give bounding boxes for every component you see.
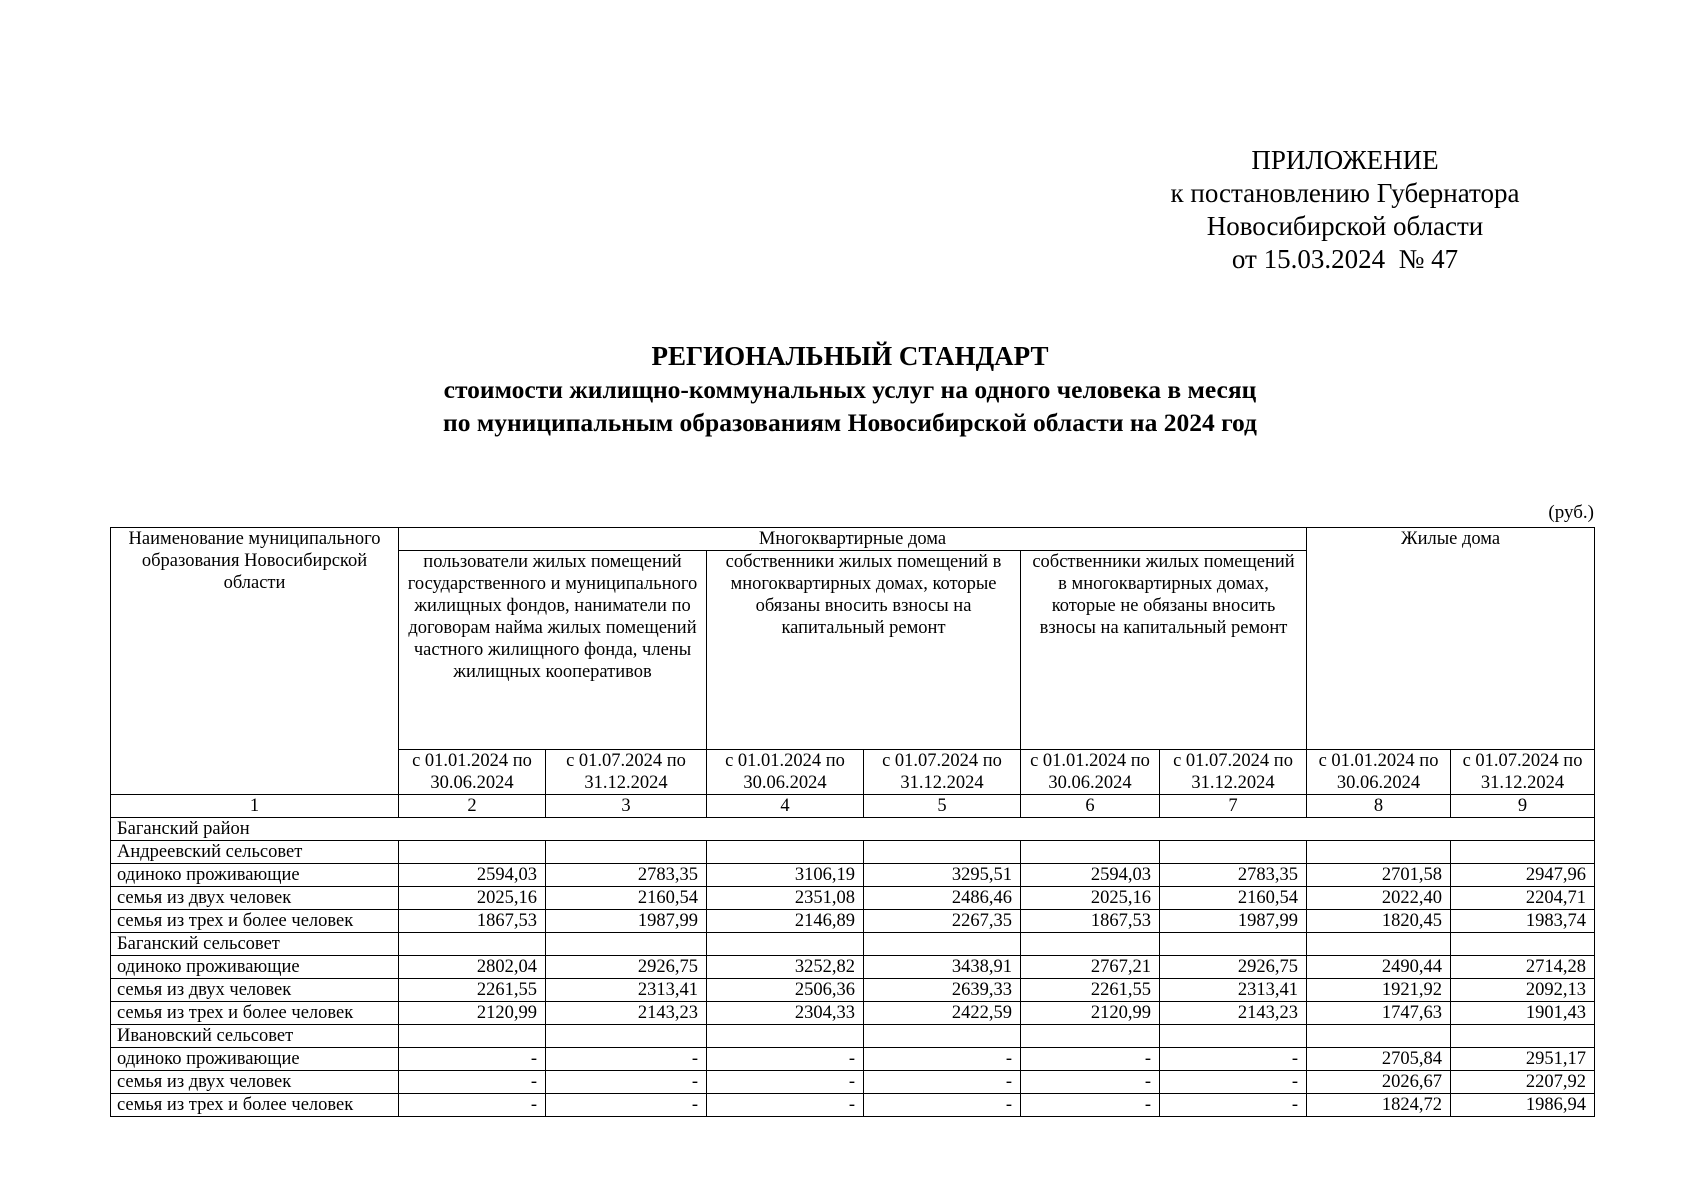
value-cell: 3106,19 — [707, 864, 864, 887]
value-cell: 2304,33 — [707, 1002, 864, 1025]
value-cell: 2120,99 — [399, 1002, 546, 1025]
council-row — [111, 933, 1595, 956]
value-cell: - — [546, 1071, 707, 1094]
value-cell — [864, 1025, 1021, 1048]
value-cell: 2951,17 — [1451, 1048, 1595, 1071]
value-cell: 2639,33 — [864, 979, 1021, 1002]
value-cell — [707, 1025, 864, 1048]
value-cell: 1820,45 — [1307, 910, 1451, 933]
value-cell: - — [707, 1094, 864, 1117]
header-period: с 01.07.2024 по 31.12.2024 — [546, 750, 707, 795]
document-title — [300, 340, 1400, 439]
header-name: Наименование муниципального образования Новосибирской области — [111, 528, 399, 795]
row-label: семья из двух человек — [111, 887, 399, 910]
value-cell: 2594,03 — [1021, 864, 1160, 887]
value-cell: 2701,58 — [1307, 864, 1451, 887]
value-cell: 3295,51 — [864, 864, 1021, 887]
appendix-decree: к постановлению Губернатора — [1170, 178, 1520, 208]
row-label: одиноко проживающие — [111, 956, 399, 979]
header-state-users: пользователи жилых помещений государственного и муниципального жилищных фондов, наниматели по договорам найма жилых помещений частного жилищного фонда, члены жилищных кооперативов — [399, 551, 707, 750]
value-cell: - — [546, 1048, 707, 1071]
council-name: Андреевский сельсовет — [111, 841, 399, 864]
value-cell — [546, 841, 707, 864]
column-number: 1 — [111, 795, 399, 818]
district-row — [111, 818, 1595, 841]
header-period: с 01.01.2024 по 30.06.2024 — [1307, 750, 1451, 795]
value-cell: 2947,96 — [1451, 864, 1595, 887]
value-cell: 2207,92 — [1451, 1071, 1595, 1094]
council-row — [111, 841, 1595, 864]
header-period: с 01.07.2024 по 31.12.2024 — [864, 750, 1021, 795]
value-cell: 2351,08 — [707, 887, 864, 910]
value-cell — [399, 933, 546, 956]
value-cell — [1021, 1025, 1160, 1048]
value-cell — [864, 933, 1021, 956]
table-row — [111, 864, 1595, 887]
value-cell: 2422,59 — [864, 1002, 1021, 1025]
value-cell — [1160, 933, 1307, 956]
header-period: с 01.07.2024 по 31.12.2024 — [1160, 750, 1307, 795]
title-line-2: стоимости жилищно-коммунальных услуг на одного человека в месяц — [443, 375, 1257, 404]
council-row — [111, 1025, 1595, 1048]
value-cell: - — [864, 1071, 1021, 1094]
value-cell: 1824,72 — [1307, 1094, 1451, 1117]
value-cell — [1451, 933, 1595, 956]
value-cell: 2261,55 — [399, 979, 546, 1002]
value-cell: 2092,13 — [1451, 979, 1595, 1002]
value-cell: - — [1160, 1048, 1307, 1071]
value-cell: 2506,36 — [707, 979, 864, 1002]
value-cell — [1160, 841, 1307, 864]
row-label: семья из двух человек — [111, 1071, 399, 1094]
value-cell — [1451, 1025, 1595, 1048]
table-row — [111, 956, 1595, 979]
value-cell: - — [864, 1094, 1021, 1117]
value-cell: 2714,28 — [1451, 956, 1595, 979]
appendix-label: ПРИЛОЖЕНИЕ — [1251, 145, 1439, 175]
value-cell: - — [1021, 1094, 1160, 1117]
value-cell — [1160, 1025, 1307, 1048]
header-period: с 01.07.2024 по 31.12.2024 — [1451, 750, 1595, 795]
unit-label: (руб.) — [1548, 502, 1594, 523]
value-cell: 2313,41 — [1160, 979, 1307, 1002]
value-cell — [864, 841, 1021, 864]
table-row — [111, 979, 1595, 1002]
value-cell: 1986,94 — [1451, 1094, 1595, 1117]
column-number: 9 — [1451, 795, 1595, 818]
value-cell: - — [707, 1071, 864, 1094]
row-label: одиноко проживающие — [111, 1048, 399, 1071]
value-cell: - — [1160, 1071, 1307, 1094]
header-period: с 01.01.2024 по 30.06.2024 — [707, 750, 864, 795]
table-row — [111, 1094, 1595, 1117]
value-cell — [1307, 841, 1451, 864]
value-cell — [707, 841, 864, 864]
column-number: 7 — [1160, 795, 1307, 818]
column-number: 4 — [707, 795, 864, 818]
value-cell: 2926,75 — [1160, 956, 1307, 979]
header-period: с 01.01.2024 по 30.06.2024 — [1021, 750, 1160, 795]
appendix-region: Новосибирской области — [1206, 211, 1484, 241]
district-name: Баганский район — [111, 818, 1595, 841]
value-cell: 2026,67 — [1307, 1071, 1451, 1094]
value-cell: - — [864, 1048, 1021, 1071]
value-cell: 2025,16 — [1021, 887, 1160, 910]
value-cell — [1451, 841, 1595, 864]
value-cell: - — [399, 1071, 546, 1094]
table-row — [111, 887, 1595, 910]
value-cell: - — [1021, 1048, 1160, 1071]
value-cell — [546, 1025, 707, 1048]
value-cell: 1983,74 — [1451, 910, 1595, 933]
value-cell: - — [1021, 1071, 1160, 1094]
table-row — [111, 1071, 1595, 1094]
row-label: семья из трех и более человек — [111, 910, 399, 933]
header-apartment-buildings: Многоквартирные дома — [399, 528, 1307, 551]
value-cell: 1921,92 — [1307, 979, 1451, 1002]
value-cell: - — [546, 1094, 707, 1117]
value-cell — [399, 1025, 546, 1048]
council-name: Баганский сельсовет — [111, 933, 399, 956]
value-cell: 2594,03 — [399, 864, 546, 887]
table-row — [111, 1002, 1595, 1025]
value-cell: - — [707, 1048, 864, 1071]
value-cell: 2313,41 — [546, 979, 707, 1002]
value-cell — [1021, 841, 1160, 864]
header-owners-capital-repair: собственники жилых помещений в многоквартирных домах, которые обязаны вносить взносы на капитальный ремонт — [707, 551, 1021, 750]
value-cell: - — [399, 1094, 546, 1117]
row-label: одиноко проживающие — [111, 864, 399, 887]
value-cell: 3252,82 — [707, 956, 864, 979]
value-cell: 2490,44 — [1307, 956, 1451, 979]
value-cell: - — [399, 1048, 546, 1071]
value-cell: 2120,99 — [1021, 1002, 1160, 1025]
value-cell: 2204,71 — [1451, 887, 1595, 910]
value-cell: 2022,40 — [1307, 887, 1451, 910]
council-name: Ивановский сельсовет — [111, 1025, 399, 1048]
value-cell: 2025,16 — [399, 887, 546, 910]
value-cell: 2767,21 — [1021, 956, 1160, 979]
value-cell: 2267,35 — [864, 910, 1021, 933]
row-label: семья из трех и более человек — [111, 1094, 399, 1117]
row-label: семья из двух человек — [111, 979, 399, 1002]
header-period: с 01.01.2024 по 30.06.2024 — [399, 750, 546, 795]
header-owners-no-capital-repair: собственники жилых помещений в многоквартирных домах, которые не обязаны вносить взносы на капитальный ремонт — [1021, 551, 1307, 750]
value-cell: 2143,23 — [1160, 1002, 1307, 1025]
value-cell: 2705,84 — [1307, 1048, 1451, 1071]
value-cell: 2146,89 — [707, 910, 864, 933]
value-cell: - — [1160, 1094, 1307, 1117]
value-cell: 1987,99 — [546, 910, 707, 933]
column-number: 6 — [1021, 795, 1160, 818]
value-cell: 2261,55 — [1021, 979, 1160, 1002]
title-line-3: по муниципальным образованиям Новосибирской области на 2024 год — [443, 408, 1257, 437]
table-row — [111, 1048, 1595, 1071]
standard-table — [110, 527, 1595, 1117]
column-number: 5 — [864, 795, 1021, 818]
value-cell: 2143,23 — [546, 1002, 707, 1025]
value-cell — [707, 933, 864, 956]
value-cell: 2802,04 — [399, 956, 546, 979]
table-row — [111, 910, 1595, 933]
value-cell: 2783,35 — [1160, 864, 1307, 887]
value-cell: 1747,63 — [1307, 1002, 1451, 1025]
column-number: 8 — [1307, 795, 1451, 818]
value-cell: 3438,91 — [864, 956, 1021, 979]
row-label: семья из трех и более человек — [111, 1002, 399, 1025]
value-cell — [1021, 933, 1160, 956]
value-cell: 1987,99 — [1160, 910, 1307, 933]
appendix-date-number: от 15.03.2024 № 47 — [1231, 244, 1459, 274]
title-main: РЕГИОНАЛЬНЫЙ СТАНДАРТ — [651, 341, 1049, 371]
column-number: 2 — [399, 795, 546, 818]
header-residential-houses: Жилые дома — [1307, 528, 1595, 750]
value-cell — [1307, 1025, 1451, 1048]
value-cell: 1867,53 — [1021, 910, 1160, 933]
value-cell — [399, 841, 546, 864]
value-cell: 2486,46 — [864, 887, 1021, 910]
value-cell: 2926,75 — [546, 956, 707, 979]
column-number: 3 — [546, 795, 707, 818]
value-cell: 1867,53 — [399, 910, 546, 933]
value-cell — [1307, 933, 1451, 956]
value-cell: 2160,54 — [1160, 887, 1307, 910]
value-cell: 2160,54 — [546, 887, 707, 910]
value-cell — [546, 933, 707, 956]
appendix-header — [1160, 144, 1530, 276]
value-cell: 2783,35 — [546, 864, 707, 887]
value-cell: 1901,43 — [1451, 1002, 1595, 1025]
